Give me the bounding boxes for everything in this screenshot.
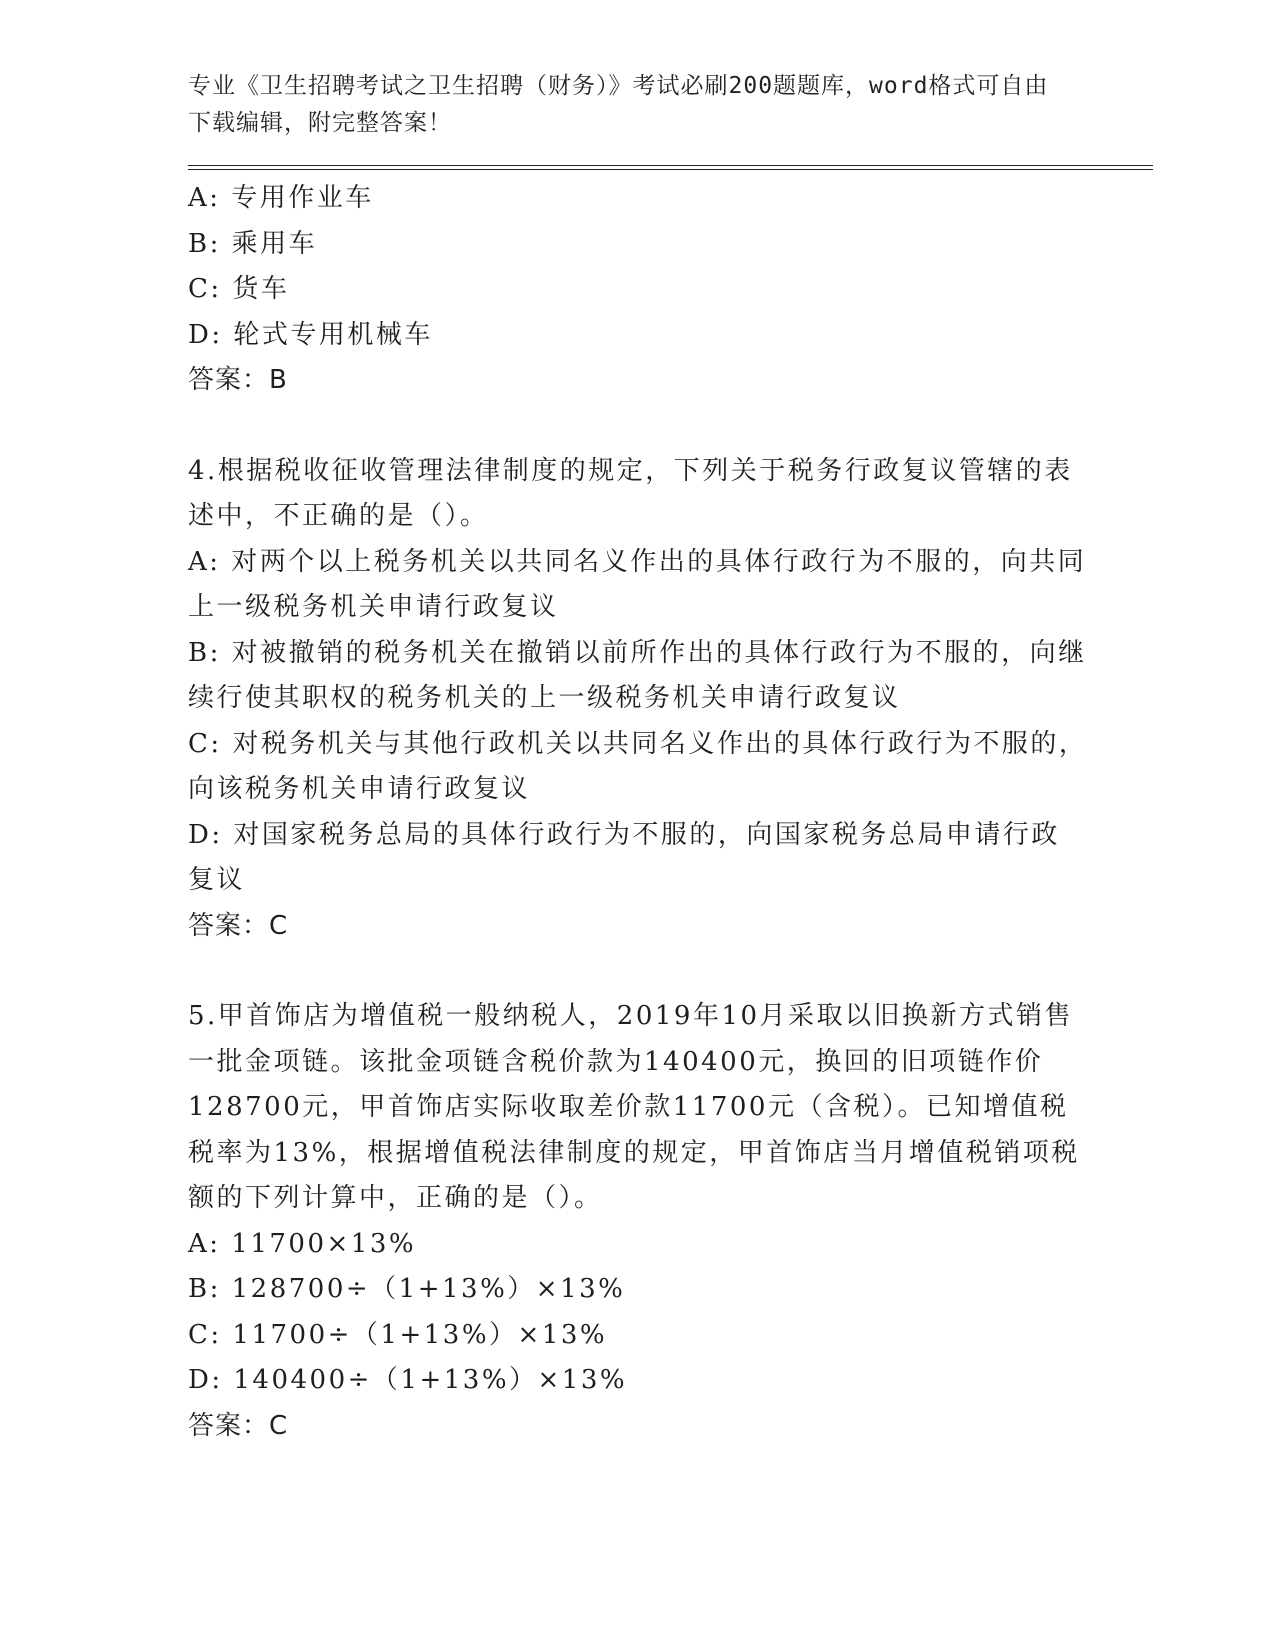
document-header: 专业《卫生招聘考试之卫生招聘（财务）》考试必刷200题题库，word格式可自由下载编辑，附完整答案！ <box>188 73 1049 136</box>
q4-option-d: D: 对国家税务总局的具体行政行为不服的，向国家税务总局申请行政复议 <box>188 819 1060 895</box>
q3-answer: 答案：B <box>188 365 288 395</box>
question-5-block <box>188 994 1188 1449</box>
q3-option-a: A: 专用作业车 <box>188 183 374 213</box>
q5-option-d: D: 140400÷（1+13%）×13% <box>188 1365 628 1395</box>
spacer <box>188 949 1188 994</box>
q3-option-d: D: 轮式专用机械车 <box>188 319 433 350</box>
header-divider <box>188 165 1153 170</box>
q5-question-text: 5.甲首饰店为增值税一般纳税人，2019年10月采取以旧换新方式销售一批金项链。该批金项链含税价款为140400元，换回的旧项链作价128700元，甲首饰店实际收取差价款11700元（含税）。已知增值税税率为13%，根据增值税法律制度的规定，甲首饰店当月增值税销项税额的下列计算中，正确的是（）。 <box>188 1001 1080 1213</box>
q3-option-c: C: 货车 <box>188 274 290 304</box>
q5-option-a: A: 11700×13% <box>188 1228 417 1259</box>
question-4-block <box>188 449 1188 950</box>
question-3-block <box>188 176 1188 404</box>
document-page <box>188 68 1188 1449</box>
q5-option-c: C: 11700÷（1+13%）×13% <box>188 1319 608 1350</box>
q4-option-a: A: 对两个以上税务机关以共同名义作出的具体行政行为不服的，向共同上一级税务机关申请行政复议 <box>188 546 1087 622</box>
q4-answer: 答案：C <box>188 910 289 941</box>
q5-answer: 答案：C <box>188 1410 289 1441</box>
q4-question-text: 4.根据税收征收管理法律制度的规定，下列关于税务行政复议管辖的表述中，不正确的是（）。 <box>188 455 1073 531</box>
q5-option-b: B: 128700÷（1+13%）×13% <box>188 1274 626 1304</box>
spacer <box>188 404 1188 449</box>
q4-option-b: B: 对被撤销的税务机关在撤销以前所作出的具体行政行为不服的，向继续行使其职权的税务机关的上一级税务机关申请行政复议 <box>188 637 1087 713</box>
q3-option-b: B: 乘用车 <box>188 228 318 259</box>
q4-option-c: C: 对税务机关与其他行政机关以共同名义作出的具体行政行为不服的，向该税务机关申请行政复议 <box>188 728 1088 804</box>
